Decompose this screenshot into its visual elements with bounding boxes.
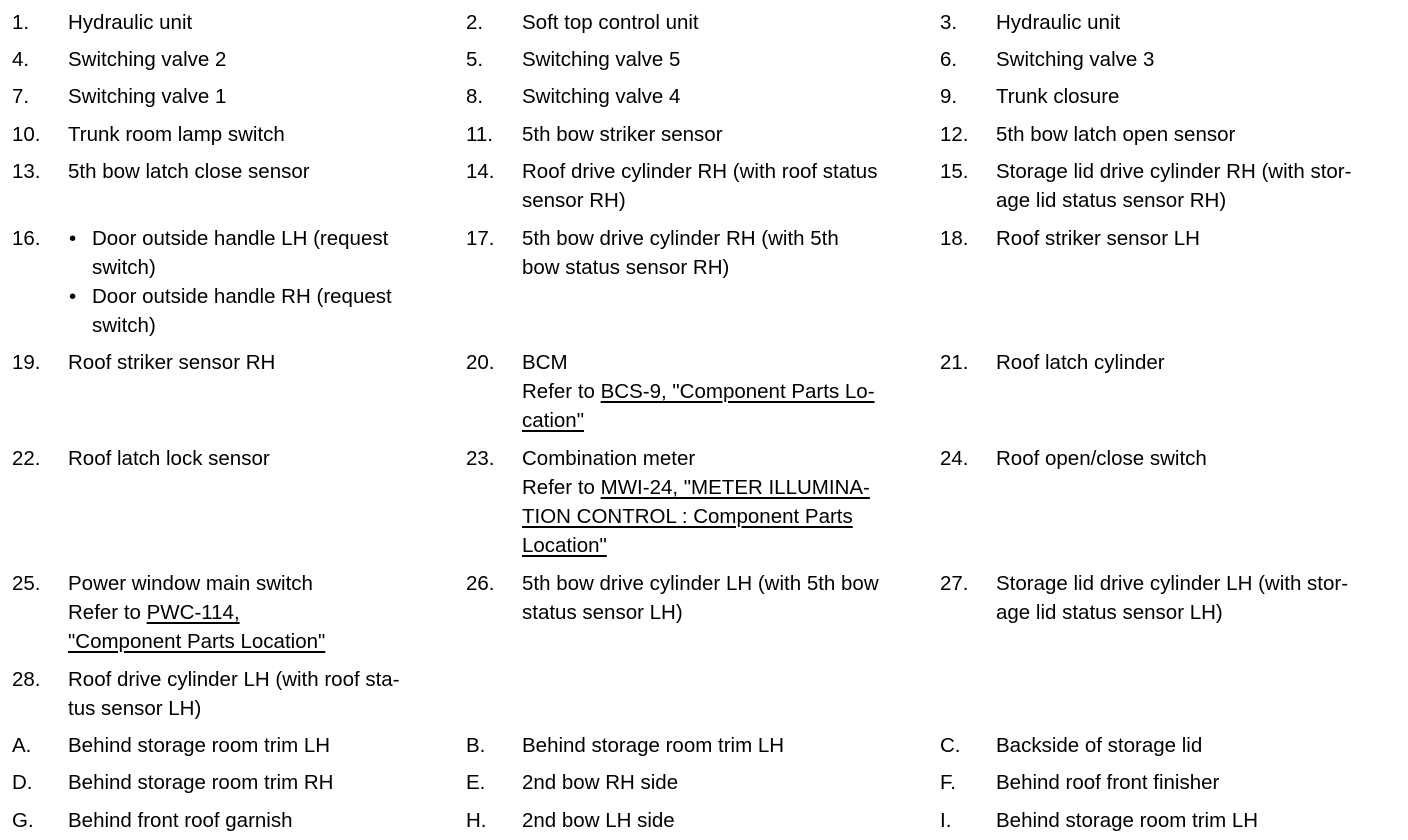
bullet-item	[68, 282, 448, 340]
item-text-line: Behind storage room trim LH	[68, 734, 331, 757]
item-description	[68, 157, 448, 186]
reference-line	[522, 502, 926, 531]
item-text-line: Trunk room lamp switch	[68, 123, 285, 146]
item-description	[68, 348, 448, 377]
reference-link[interactable]: Location"	[522, 534, 607, 557]
item-text-line: tus sensor LH)	[68, 697, 202, 720]
item-description	[996, 768, 1408, 797]
item-text-line: 5th bow latch close sensor	[68, 160, 310, 183]
item-text-line: Power window main switch	[68, 572, 313, 595]
item-text-line: Switching valve 3	[996, 48, 1155, 71]
item-text-line: Hydraulic unit	[68, 11, 193, 34]
item-number: 18.	[940, 227, 969, 250]
item-description	[68, 8, 448, 37]
item-number: 9.	[940, 85, 958, 108]
item-text-line: 2nd bow RH side	[522, 771, 679, 794]
reference-prefix: Refer to	[522, 476, 601, 499]
item-text-line: age lid status sensor LH)	[996, 601, 1223, 624]
reference-link[interactable]: "Component Parts Location"	[68, 630, 326, 653]
item-description	[68, 120, 448, 149]
item-description	[522, 8, 926, 37]
bullet-item	[68, 224, 448, 282]
item-number: 3.	[940, 11, 958, 34]
item-description	[68, 768, 448, 797]
item-number: 12.	[940, 123, 969, 146]
item-text-line: 5th bow striker sensor	[522, 123, 723, 146]
bullet-text-line: switch)	[92, 314, 156, 337]
item-number: C.	[940, 734, 961, 757]
item-text-line: Roof latch lock sensor	[68, 447, 270, 470]
reference-link[interactable]: cation"	[522, 409, 584, 432]
item-description	[68, 731, 448, 760]
item-text-line: Switching valve 4	[522, 85, 681, 108]
item-text-line: bow status sensor RH)	[522, 256, 730, 279]
item-text-line: Roof open/close switch	[996, 447, 1207, 470]
item-number: G.	[12, 809, 34, 832]
item-text-line: Behind roof front finisher	[996, 771, 1220, 794]
item-description	[996, 82, 1408, 111]
item-number: 5.	[466, 48, 484, 71]
item-number: 2.	[466, 11, 484, 34]
item-description	[522, 569, 926, 627]
item-number: 19.	[12, 351, 41, 374]
item-description	[996, 45, 1408, 74]
item-text-line: Roof striker sensor RH	[68, 351, 276, 374]
item-number: I.	[940, 809, 952, 832]
item-description	[522, 157, 926, 215]
item-number: F.	[940, 771, 956, 794]
item-description	[522, 224, 926, 282]
item-number: 6.	[940, 48, 958, 71]
item-description	[996, 806, 1408, 835]
reference-link[interactable]: BCS-9, "Component Parts Lo-	[600, 380, 875, 403]
item-number: 8.	[466, 85, 484, 108]
item-text-line: Hydraulic unit	[996, 11, 1121, 34]
item-text-line: Roof striker sensor LH	[996, 227, 1200, 250]
item-number: A.	[12, 734, 32, 757]
reference-line	[522, 531, 926, 560]
item-description	[68, 45, 448, 74]
reference-line	[68, 627, 448, 656]
item-text-line: Trunk closure	[996, 85, 1120, 108]
item-number: 20.	[466, 351, 495, 374]
item-text-line: Behind front roof garnish	[68, 809, 293, 832]
item-number: 23.	[466, 447, 495, 470]
item-description	[522, 806, 926, 835]
item-number: 24.	[940, 447, 969, 470]
item-number: E.	[466, 771, 486, 794]
reference-link[interactable]: PWC-114,	[146, 601, 240, 624]
bullet-text-line: switch)	[92, 256, 156, 279]
item-description	[522, 82, 926, 111]
item-text-line: 2nd bow LH side	[522, 809, 675, 832]
item-text-line: 5th bow drive cylinder RH (with 5th	[522, 227, 839, 250]
item-description	[996, 120, 1408, 149]
reference-prefix: Refer to	[522, 380, 601, 403]
reference-link[interactable]: TION CONTROL : Component Parts	[522, 505, 853, 528]
reference-line	[68, 598, 448, 627]
reference-line	[522, 377, 926, 406]
item-number: 16.	[12, 227, 41, 250]
item-description	[996, 224, 1408, 253]
item-text-line: Roof drive cylinder RH (with roof status	[522, 160, 878, 183]
item-text-line: Switching valve 2	[68, 48, 227, 71]
item-text-line: 5th bow drive cylinder LH (with 5th bow	[522, 572, 879, 595]
bullet-text-line: • Door outside handle RH (request	[92, 285, 392, 308]
item-description	[68, 665, 448, 723]
item-number: 7.	[12, 85, 30, 108]
item-text-line: 5th bow latch open sensor	[996, 123, 1236, 146]
item-description	[996, 444, 1408, 473]
item-number: 21.	[940, 351, 969, 374]
item-text-line: status sensor LH)	[522, 601, 683, 624]
reference-line	[522, 406, 926, 435]
item-text-line: Roof latch cylinder	[996, 351, 1165, 374]
item-text-line: age lid status sensor RH)	[996, 189, 1227, 212]
item-text-line: Soft top control unit	[522, 11, 699, 34]
item-description	[996, 8, 1408, 37]
item-text-line: Behind storage room trim LH	[996, 809, 1259, 832]
item-number: 13.	[12, 160, 41, 183]
item-number: 4.	[12, 48, 30, 71]
item-description	[522, 444, 926, 560]
item-text-line: Backside of storage lid	[996, 734, 1203, 757]
item-number: 22.	[12, 447, 41, 470]
item-description	[68, 569, 448, 656]
item-text-line: Switching valve 1	[68, 85, 227, 108]
item-description	[996, 348, 1408, 377]
item-text-line: BCM	[522, 351, 568, 374]
item-number: 17.	[466, 227, 495, 250]
reference-prefix: Refer to	[68, 601, 147, 624]
item-number: 1.	[12, 11, 30, 34]
item-number: 14.	[466, 160, 495, 183]
item-number: 28.	[12, 668, 41, 691]
item-number: 11.	[466, 123, 493, 146]
item-description	[996, 157, 1408, 215]
item-description	[68, 444, 448, 473]
item-text-line: sensor RH)	[522, 189, 626, 212]
item-number: H.	[466, 809, 487, 832]
item-number: B.	[466, 734, 486, 757]
item-text-line: Behind storage room trim LH	[522, 734, 785, 757]
item-text-line: Behind storage room trim RH	[68, 771, 334, 794]
item-description	[522, 731, 926, 760]
item-number: 15.	[940, 160, 969, 183]
reference-line	[522, 473, 926, 502]
item-number: 10.	[12, 123, 41, 146]
item-description	[68, 82, 448, 111]
item-description	[68, 224, 448, 340]
bullet-text-line: • Door outside handle LH (request	[92, 227, 389, 250]
item-text-line: Storage lid drive cylinder LH (with stor-	[996, 572, 1349, 595]
item-description	[522, 768, 926, 797]
item-description	[68, 806, 448, 835]
item-text-line: Storage lid drive cylinder RH (with stor-	[996, 160, 1352, 183]
item-number: 25.	[12, 572, 41, 595]
item-description	[522, 348, 926, 435]
item-text-line: Switching valve 5	[522, 48, 681, 71]
item-text-line: Combination meter	[522, 447, 696, 470]
item-number: 27.	[940, 572, 969, 595]
item-description	[522, 120, 926, 149]
reference-link[interactable]: MWI-24, "METER ILLUMINA-	[600, 476, 870, 499]
item-number: 26.	[466, 572, 495, 595]
item-text-line: Roof drive cylinder LH (with roof sta-	[68, 668, 400, 691]
item-description	[522, 45, 926, 74]
item-description	[996, 731, 1408, 760]
item-description	[996, 569, 1408, 627]
item-number: D.	[12, 771, 33, 794]
